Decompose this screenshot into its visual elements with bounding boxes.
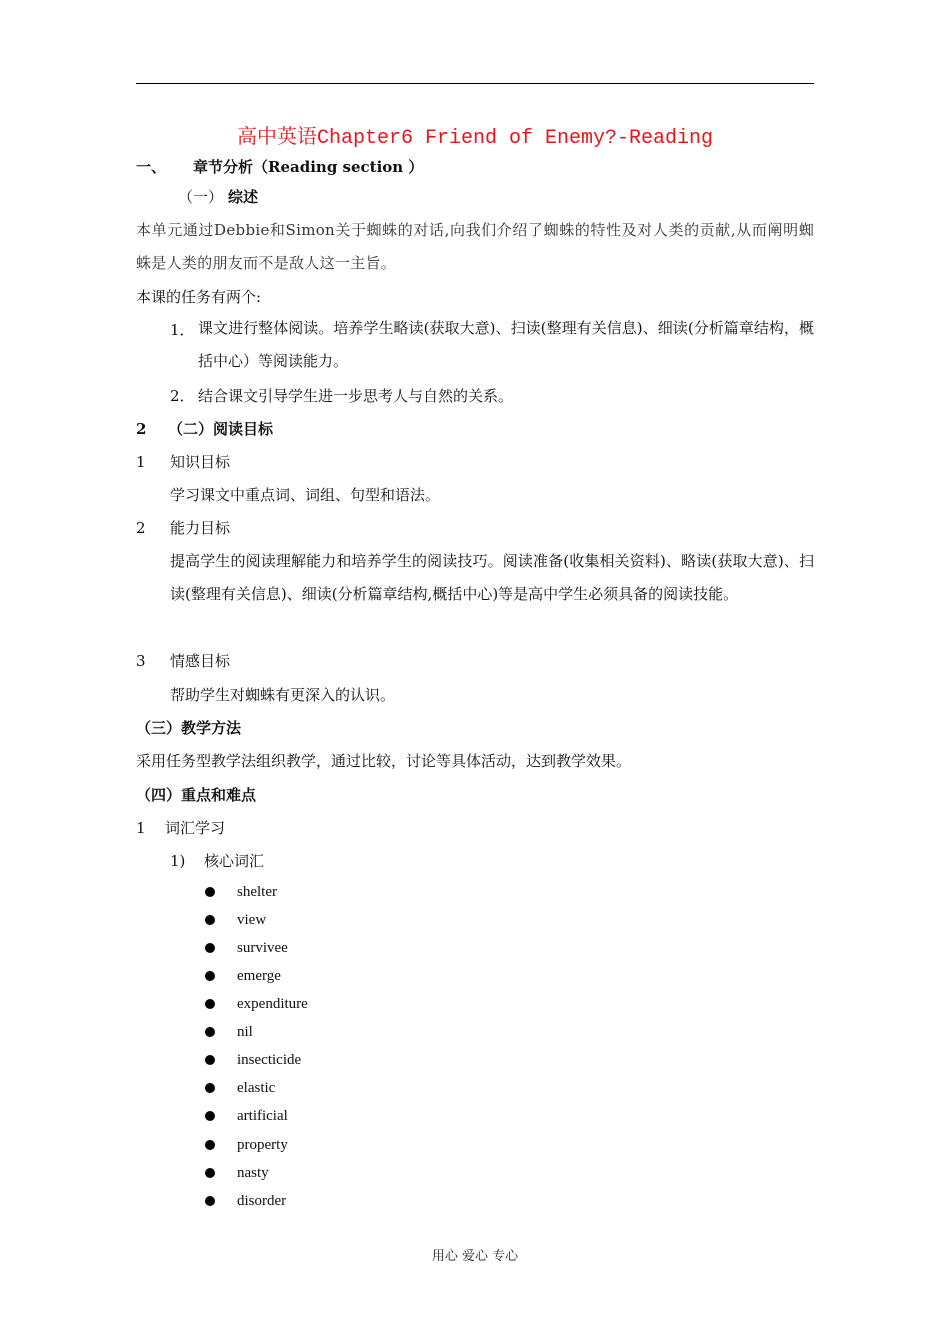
- section-4-heading: （四）重点和难点: [136, 786, 257, 804]
- section-1-heading: 章节分析（Reading section ）: [193, 158, 424, 176]
- page-title: [0, 123, 950, 152]
- goal-3-label: 情感目标: [170, 652, 231, 670]
- bullet-icon: [205, 943, 215, 953]
- core-vocab-label: 核心词汇: [204, 852, 265, 870]
- bullet-icon: [205, 1027, 215, 1037]
- tasks-intro: 本课的任务有两个:: [136, 288, 262, 306]
- bullet-icon: [205, 1140, 215, 1150]
- vocab-word-disorder: disorder: [237, 1193, 287, 1209]
- vocab-word-survivee: survivee: [237, 940, 288, 956]
- goal-1-number: 1: [136, 453, 146, 471]
- vocab-word-shelter: shelter: [237, 884, 277, 900]
- bullet-icon: [205, 887, 215, 897]
- section-2-number: 2: [136, 420, 147, 438]
- vocab-word-insecticide: insecticide: [237, 1052, 302, 1068]
- task-2-number: 2．: [170, 387, 195, 405]
- vocab-word-artificial: artificial: [237, 1108, 288, 1124]
- title-prefix: 高中英语: [236, 124, 317, 148]
- vocab-word-property: property: [237, 1137, 288, 1153]
- bullet-icon: [205, 1111, 215, 1121]
- section-1-number: 一、: [136, 158, 167, 176]
- task-1-text: 课文进行整体阅读。培养学生略读(获取大意)、扫读(整理有关信息)、细读(分析篇章结构，概括中心）等阅读能力。: [198, 319, 814, 370]
- goal-2-number: 2: [136, 519, 146, 537]
- subsection-1-number: （一）: [178, 188, 224, 206]
- vocab-label: 词汇学习: [165, 819, 226, 837]
- vocab-word-nasty: nasty: [237, 1165, 269, 1181]
- bullet-icon: [205, 999, 215, 1009]
- goal-3-number: 3: [136, 652, 146, 670]
- bullet-icon: [205, 1168, 215, 1178]
- title-main: Chapter6 Friend of Enemy?-Reading: [316, 127, 714, 150]
- task-2-text: 结合课文引导学生进一步思考人与自然的关系。: [198, 387, 514, 405]
- section-2-heading: （二）阅读目标: [168, 420, 274, 438]
- section-3-text: 采用任务型教学法组织教学，通过比较，讨论等具体活动，达到教学效果。: [136, 752, 632, 770]
- core-vocab-number: 1): [170, 852, 186, 870]
- subsection-1-heading: 综述: [228, 188, 259, 206]
- vocab-number: 1: [136, 819, 146, 837]
- page-footer: 用心 爱心 专心: [431, 1249, 519, 1264]
- bullet-icon: [205, 1083, 215, 1093]
- bullet-icon: [205, 1055, 215, 1065]
- vocab-word-view: view: [237, 912, 267, 928]
- vocab-word-emerge: emerge: [237, 968, 281, 984]
- goal-2-label: 能力目标: [170, 519, 231, 537]
- goal-1-label: 知识目标: [170, 453, 231, 471]
- header-rule: [136, 83, 814, 84]
- vocab-word-nil: nil: [237, 1024, 253, 1040]
- goal-3-text: 帮助学生对蜘蛛有更深入的认识。: [170, 686, 396, 704]
- bullet-icon: [205, 971, 215, 981]
- vocab-word-elastic: elastic: [237, 1080, 276, 1096]
- goal-1-text: 学习课文中重点词、词组、句型和语法。: [170, 486, 441, 504]
- overview-paragraph: 本单元通过Debbie和Simon关于蜘蛛的对话,向我们介绍了蜘蛛的特性及对人类的贡献,从而阐明蜘蛛是人类的朋友而不是敌人这一主旨。: [136, 221, 814, 272]
- bullet-icon: [205, 1196, 215, 1206]
- vocab-word-expenditure: expenditure: [237, 996, 308, 1012]
- section-3-heading: （三）教学方法: [136, 719, 242, 737]
- goal-2-text: 提高学生的阅读理解能力和培养学生的阅读技巧。阅读准备(收集相关资料)、略读(获取大意)、扫读(整理有关信息)、细读(分析篇章结构,概括中心)等是高中学生必须具备的阅读技能。: [170, 552, 814, 603]
- bullet-icon: [205, 915, 215, 925]
- task-1-number: 1．: [170, 321, 195, 339]
